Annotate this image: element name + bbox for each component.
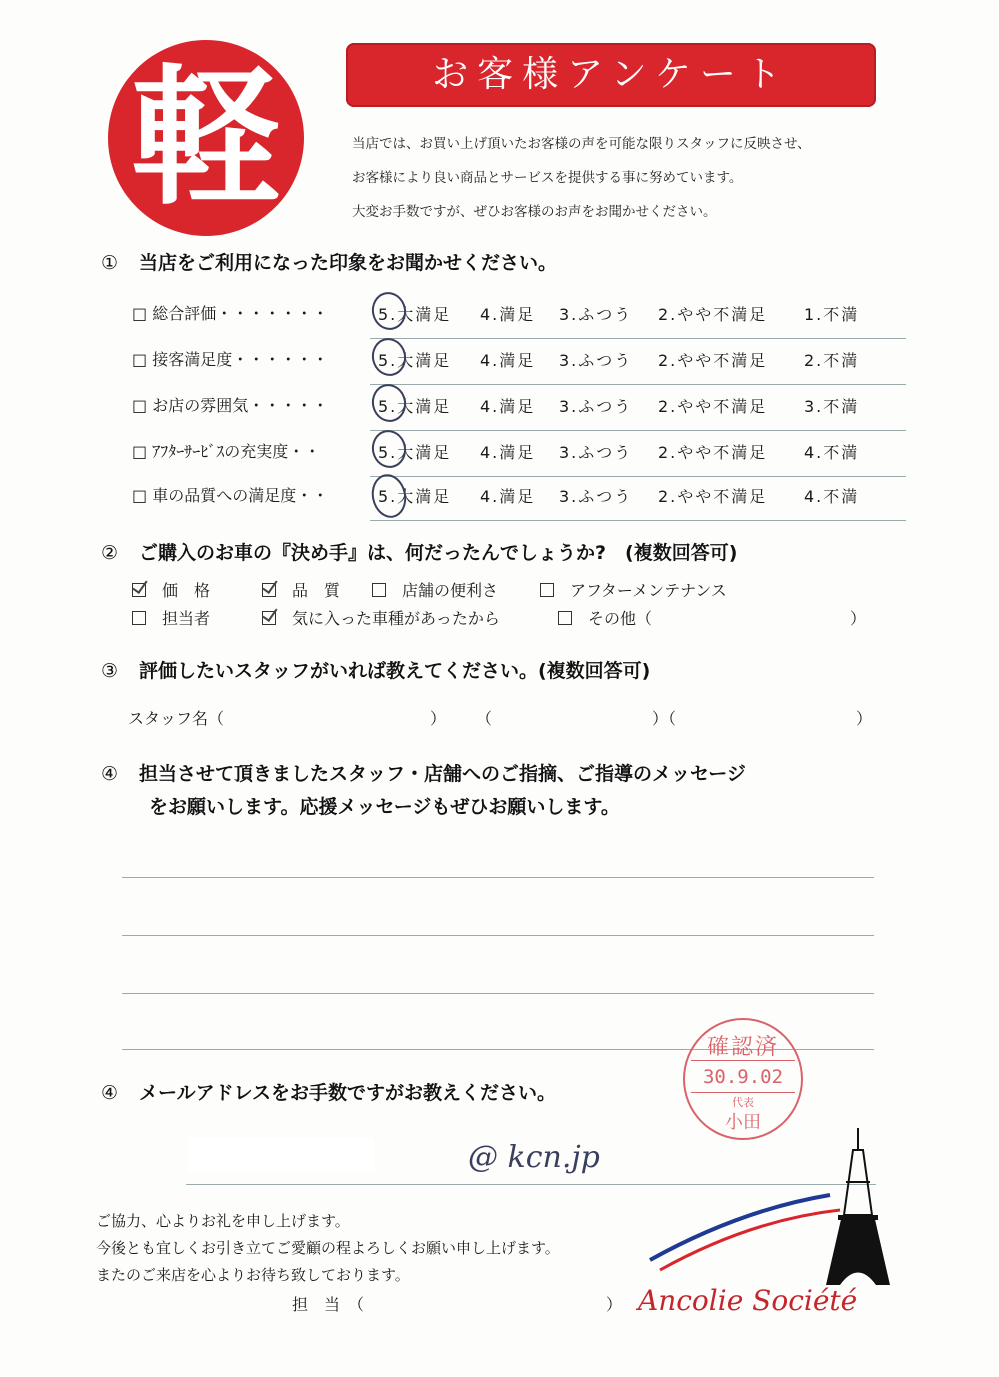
rating-option-2[interactable]: 2.やや不満足 [658,351,768,370]
choice-other-close: ） [850,609,867,628]
row-divider [370,476,906,477]
tantou-close: ） [606,1295,623,1314]
choice-quality[interactable]: 品 質 [262,578,340,601]
rating-option-5[interactable]: 5.大満足 [378,487,452,506]
q4-title-line1: 担当させて頂きましたスタッフ・店舗へのご指摘、ご指導のメッセージ [139,763,746,785]
q3-title: 評価したいスタッフがいれば教えてください。(複数回答可) [139,660,651,682]
checkbox-icon[interactable] [372,583,386,597]
q5-number: ④ [101,1082,119,1104]
q1-heading [101,248,557,275]
rating-option-3[interactable]: 3.ふつう [559,305,633,324]
q3-heading [101,656,650,683]
q5-heading [101,1078,556,1105]
stamp-confirmed: 確認済 [706,1035,779,1060]
choice-price[interactable]: 価 格 [132,578,210,601]
q4-number: ④ [101,763,119,785]
choice-other[interactable]: その他（ [558,606,652,629]
checkbox-checked-icon[interactable] [262,583,276,597]
rating-option-4[interactable]: 4.満足 [480,397,536,416]
choice-favorite-model[interactable]: 気に入った車種があったから [262,606,500,629]
rating-option-1[interactable]: 4.不満 [804,443,860,462]
selected-circle-mark [368,289,409,333]
row-divider [370,520,906,521]
tantou-input[interactable] [392,1290,602,1312]
rating-label-service: □ 接客満足度・・・・・・ [132,350,329,369]
row-divider [370,430,906,431]
q2-number: ② [101,542,119,564]
q5-title: メールアドレスをお手数ですがお教えください。 [139,1082,557,1104]
choice-maintenance[interactable]: アフターメンテナンス [540,578,727,601]
brand-name: Ancolie Société [638,1284,858,1317]
rating-option-1[interactable]: 1.不満 [804,305,860,324]
q2-heading [101,538,737,565]
logo-seal [108,40,304,236]
stamp-divider [691,1060,795,1061]
rating-option-1[interactable]: 4.不満 [804,487,860,506]
selected-circle-mark [368,471,410,521]
paren: （ [476,709,493,728]
rating-option-3[interactable]: 3.ふつう [559,487,633,506]
staff-name-label: スタッフ名（ [128,709,225,728]
rating-option-1[interactable]: 2.不満 [804,351,860,370]
staff-name-input-3[interactable] [700,704,850,726]
row-divider [370,384,906,385]
choice-staff[interactable]: 担当者 [132,606,210,629]
email-local-redacted[interactable] [188,1138,374,1172]
rating-option-2[interactable]: 2.やや不満足 [658,305,768,324]
staff-name-input-2[interactable] [492,704,652,726]
write-line [122,993,874,994]
stamp-name: 小田 [725,1112,761,1133]
rating-label-overall: □ 総合評価・・・・・・・ [132,304,329,323]
checkbox-checked-icon[interactable] [132,583,146,597]
title-banner [346,43,876,107]
rating-option-4[interactable]: 4.満足 [480,443,536,462]
q1-title: 当店をご利用になった印象をお聞かせください。 [139,252,558,274]
row-divider [370,338,906,339]
q1-number: ① [101,252,119,274]
q4-title-line2: をお願いします。応援メッセージもぜひお願いします。 [149,796,620,818]
intro-line-3: 大変お手数ですが、ぜひお客様のお声をお聞かせください。 [352,204,717,220]
checkbox-icon[interactable] [540,583,554,597]
paren: ）（ [652,709,677,728]
selected-circle-mark [368,381,409,425]
email-domain: @ kcn.jp [468,1140,600,1175]
write-line [122,935,874,936]
rating-option-5[interactable]: 5.大満足 [378,351,452,370]
rating-option-3[interactable]: 3.ふつう [559,443,633,462]
checkbox-checked-icon[interactable] [262,611,276,625]
stamp-divider [691,1092,795,1093]
rating-option-3[interactable]: 3.ふつう [559,351,633,370]
write-line [122,877,874,878]
paren: ） [430,709,447,728]
rating-label-atmosphere: □ お店の雰囲気・・・・・ [132,396,329,415]
rating-option-3[interactable]: 3.ふつう [559,397,633,416]
rating-label-after-service: □ ｱﾌﾀｰｻｰﾋﾞｽの充実度・・ [132,442,321,461]
q2-title: ご購入のお車の『決め手』は、何だったんでしょうか? (複数回答可) [139,542,738,564]
rating-option-5[interactable]: 5.大満足 [378,397,452,416]
selected-circle-mark [368,427,409,471]
rating-option-5[interactable]: 5.大満足 [378,305,452,324]
rating-option-2[interactable]: 2.やや不満足 [658,397,768,416]
rating-option-4[interactable]: 4.満足 [480,305,536,324]
checkbox-icon[interactable] [132,611,146,625]
footer-line-3: またのご来店を心よりお待ち致しております。 [96,1266,410,1284]
stamp-date: 30.9.02 [702,1066,784,1088]
page-title: お客様アンケート [432,54,790,95]
tantou-label: 担 当 （ [292,1295,365,1314]
choice-convenience[interactable]: 店舗の便利さ [372,578,498,601]
rating-option-2[interactable]: 2.やや不満足 [658,443,768,462]
q3-number: ③ [101,660,119,682]
rating-option-4[interactable]: 4.満足 [480,351,536,370]
selected-circle-mark [368,335,409,379]
stamp-role: 代表 [732,1096,754,1109]
intro-line-1: 当店では、お買い上げ頂いたお客様の声を可能な限りスタッフに反映させ、 [352,136,811,152]
rating-option-2[interactable]: 2.やや不満足 [658,487,768,506]
rating-option-4[interactable]: 4.満足 [480,487,536,506]
checkbox-icon[interactable] [558,611,572,625]
footer-line-2: 今後とも宜しくお引き立てご愛顧の程よろしくお願い申し上げます。 [96,1239,560,1257]
footer-line-1: ご協力、心よりお礼を申し上げます。 [96,1212,350,1230]
q4-heading [101,759,746,786]
rating-option-1[interactable]: 3.不満 [804,397,860,416]
rating-label-quality: □ 車の品質への満足度・・ [132,486,329,505]
staff-name-input-1[interactable] [248,704,428,726]
rating-option-5[interactable]: 5.大満足 [378,443,452,462]
logo-char: 軽 [130,50,281,226]
paren: ） [856,709,873,728]
intro-line-2: お客様により良い商品とサービスを提供する事に努めています。 [352,170,743,186]
